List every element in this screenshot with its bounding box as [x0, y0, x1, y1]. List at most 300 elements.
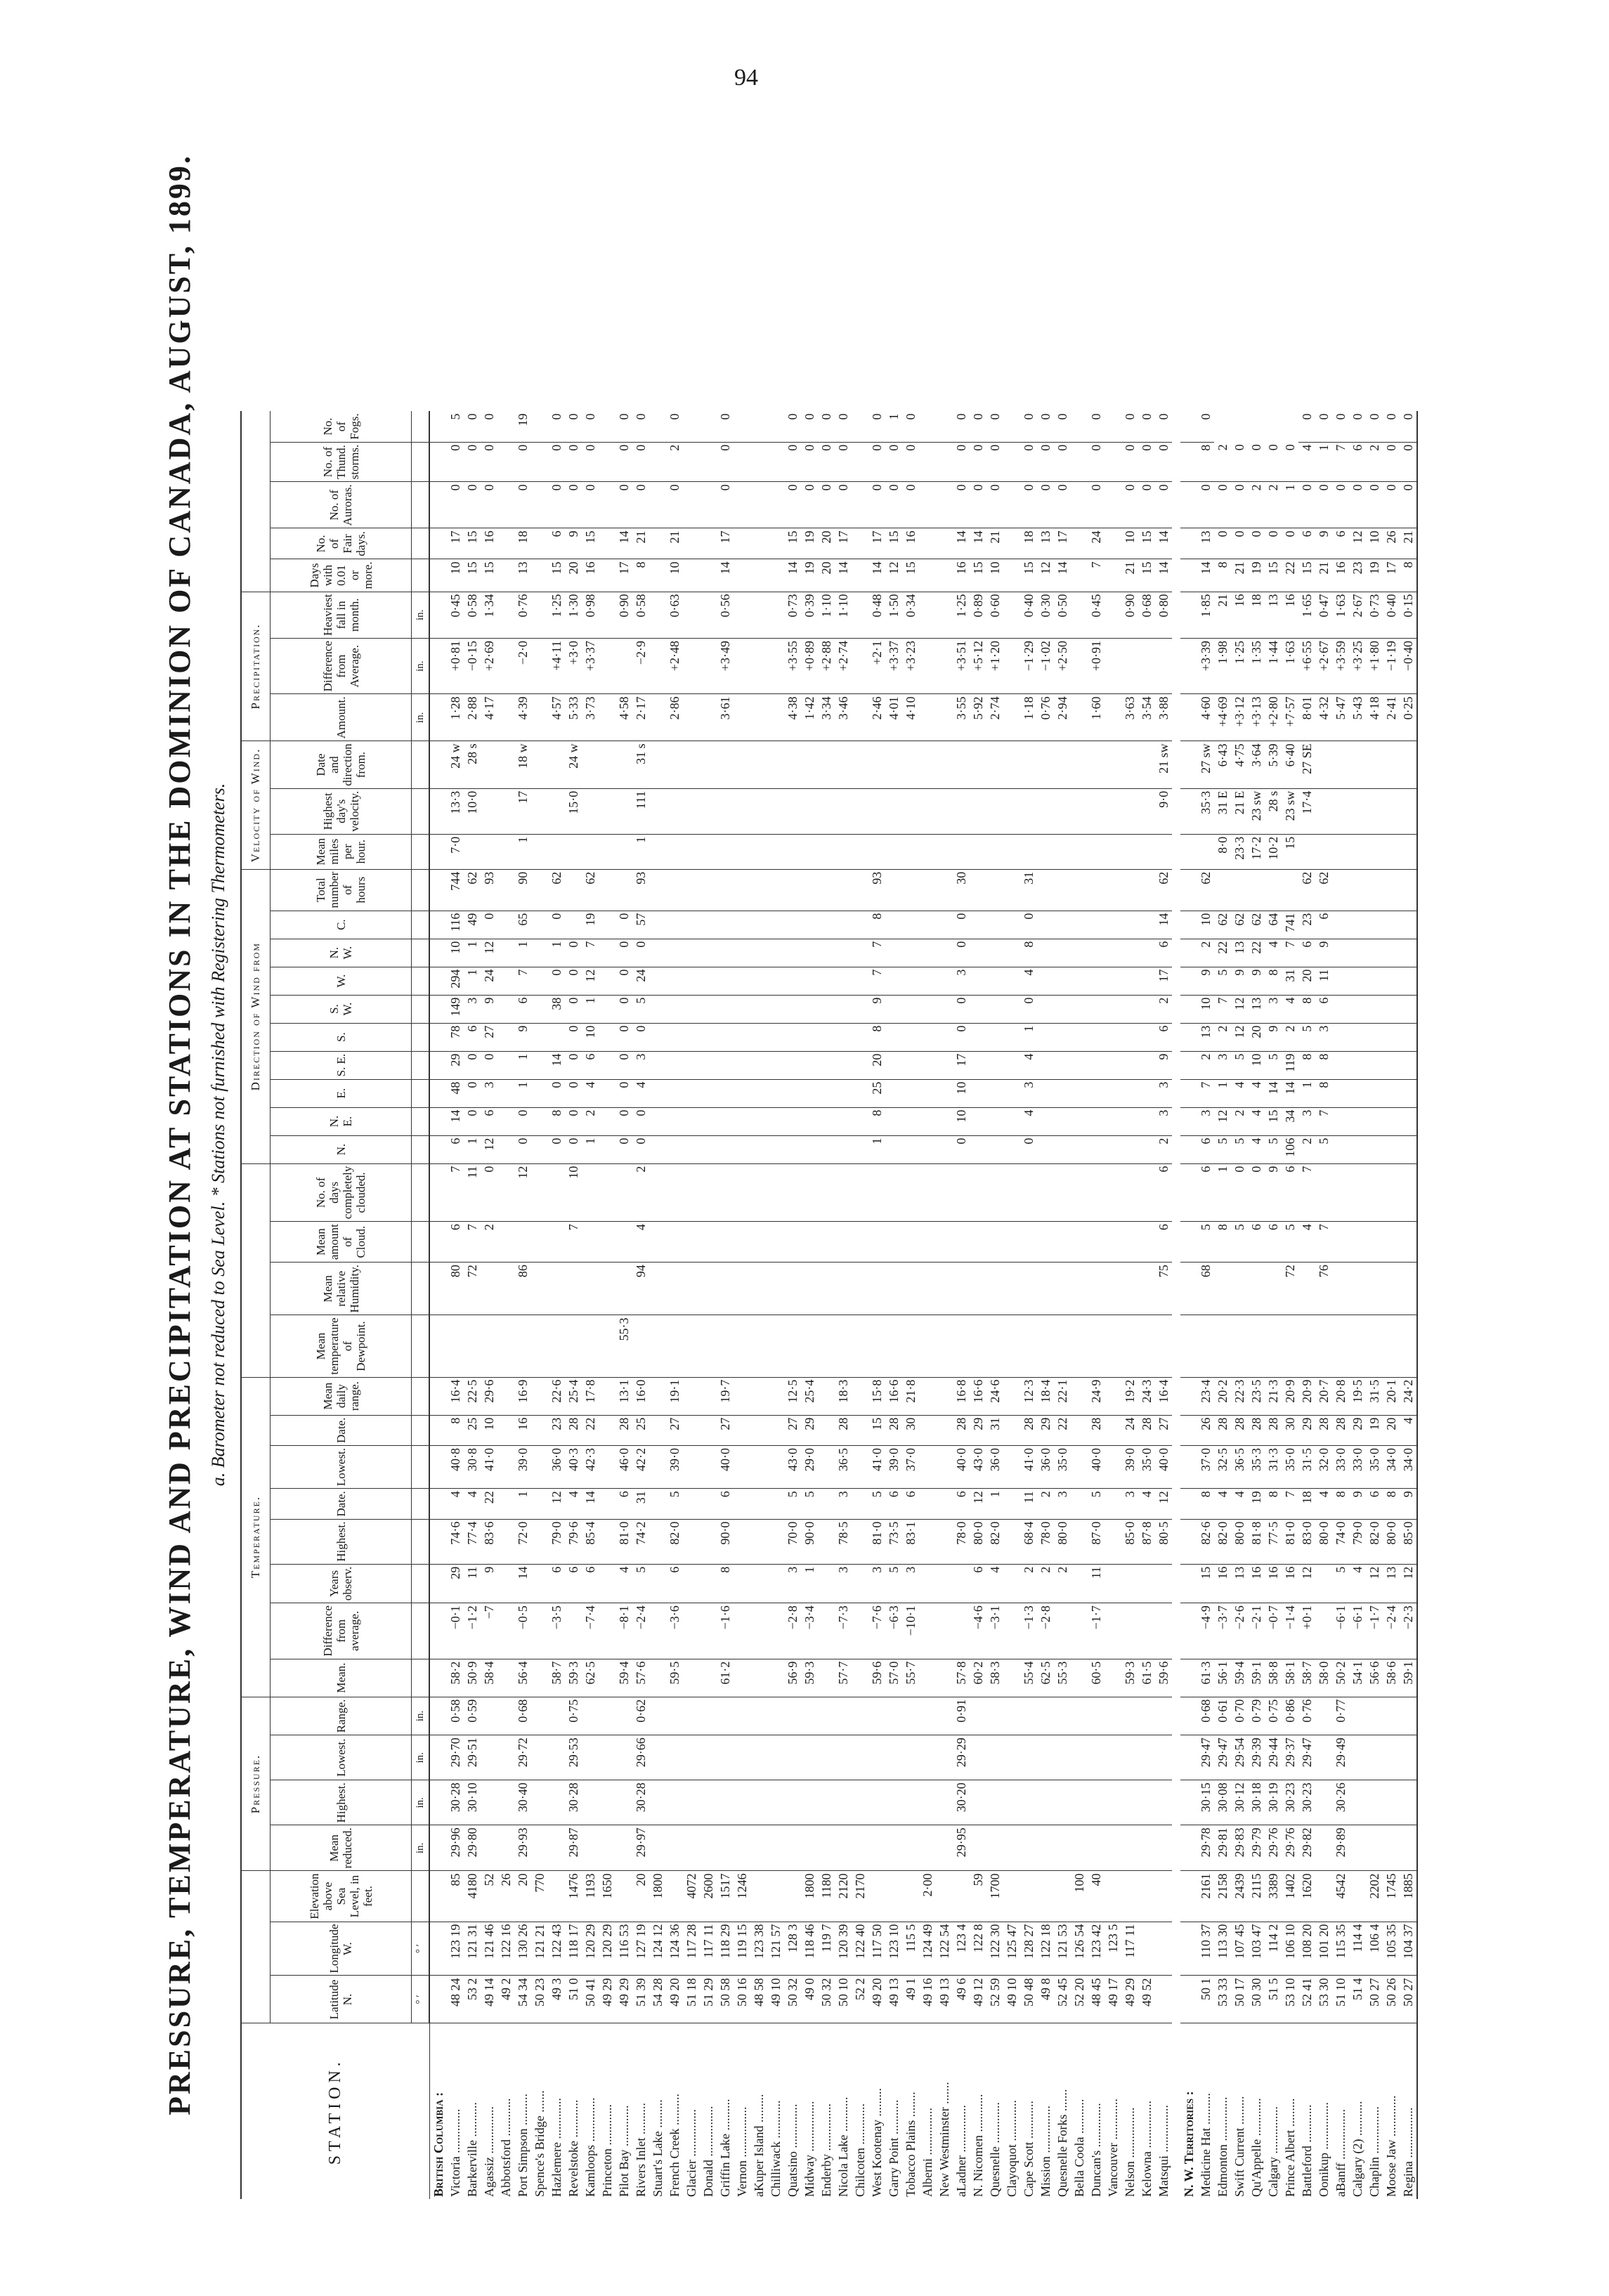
- table-cell: 0: [632, 939, 649, 967]
- table-cell: [750, 1735, 767, 1780]
- table-cell: 0: [565, 411, 582, 442]
- table-cell: 2·41: [1383, 694, 1400, 741]
- table-cell: 7: [447, 1163, 464, 1222]
- table-cell: [1003, 1697, 1020, 1735]
- table-cell: [649, 1780, 666, 1825]
- table-cell: [801, 911, 818, 939]
- table-cell: [767, 1519, 784, 1564]
- table-cell: [919, 834, 936, 869]
- table-cell: [548, 1315, 565, 1377]
- table-cell: [919, 1222, 936, 1263]
- table-cell: [902, 1023, 919, 1051]
- table-cell: 6: [1197, 1135, 1214, 1163]
- table-cell: [531, 442, 548, 482]
- table-cell: 61·2: [717, 1659, 734, 1697]
- table-cell: 8: [1214, 1222, 1231, 1263]
- table-cell: [666, 788, 683, 834]
- table-cell: [734, 411, 750, 442]
- table-cell: [936, 741, 953, 788]
- table-cell: 81·0: [1282, 1519, 1298, 1564]
- empty-cell: [429, 1377, 447, 1415]
- table-cell: [1121, 1603, 1138, 1659]
- empty-cell: [429, 1051, 447, 1079]
- table-cell: [683, 834, 700, 869]
- table-cell: [717, 741, 734, 788]
- table-cell: 0: [1138, 442, 1155, 482]
- province-name: N. W. Territories :: [1181, 2091, 1196, 2197]
- table-cell: [599, 442, 615, 482]
- station-name: Abbotsford ............: [498, 2098, 513, 2197]
- table-cell: 61·3: [1197, 1659, 1214, 1697]
- table-cell: [1105, 1415, 1121, 1445]
- table-cell: [767, 939, 784, 967]
- station-name: Midway ................: [802, 2101, 816, 2197]
- table-cell: [1282, 1315, 1298, 1377]
- column-header: Amount.: [271, 694, 412, 741]
- table-cell: 51 29: [700, 1976, 717, 2023]
- table-cell: 34·0: [1400, 1445, 1417, 1488]
- table-cell: [1282, 869, 1298, 911]
- table-cell: [818, 1079, 835, 1107]
- table-cell: [1088, 1107, 1105, 1135]
- table-cell: 80·0: [1383, 1519, 1400, 1564]
- table-row: [1366, 411, 1383, 2199]
- table-cell: 0: [986, 411, 1003, 442]
- table-cell: 17·2: [1248, 834, 1265, 869]
- table-cell: [1054, 1023, 1071, 1051]
- table-cell: 1·30: [565, 592, 582, 638]
- table-cell: [1105, 1735, 1121, 1780]
- table-cell: 31·3: [1265, 1445, 1282, 1488]
- table-cell: 23 sw: [1282, 788, 1298, 834]
- table-cell: [1349, 1825, 1366, 1871]
- table-cell: [953, 1603, 970, 1659]
- table-cell: 0: [464, 1107, 481, 1135]
- station-name: Quesnelle Forks .......: [1055, 2089, 1069, 2197]
- table-cell: 19: [1248, 559, 1265, 592]
- table-cell: 94: [632, 1263, 649, 1315]
- table-cell: 4: [1265, 939, 1282, 967]
- table-cell: [818, 1315, 835, 1377]
- table-cell: 8·0: [1214, 834, 1231, 869]
- empty-cell: [429, 1445, 447, 1488]
- table-cell: [835, 1107, 852, 1135]
- column-header: No. of Auroras.: [271, 482, 412, 528]
- table-row: [1155, 411, 1172, 2199]
- table-cell: [1071, 869, 1088, 911]
- table-cell: [1037, 967, 1054, 995]
- table-cell: 2·17: [632, 694, 649, 741]
- table-cell: [902, 834, 919, 869]
- table-cell: 22: [1054, 1415, 1071, 1445]
- table-cell: [902, 1079, 919, 1107]
- table-cell: 4: [1298, 1222, 1315, 1263]
- table-cell: [700, 1107, 717, 1135]
- table-cell: 1: [1214, 1163, 1231, 1222]
- table-cell: 15: [464, 528, 481, 559]
- table-cell: [497, 834, 514, 869]
- table-cell: 10: [666, 559, 683, 592]
- table-cell: [1265, 1263, 1282, 1315]
- table-cell: 106: [1282, 1135, 1298, 1163]
- table-cell: 123 19: [447, 1922, 464, 1976]
- table-cell: −1·4: [1282, 1603, 1298, 1659]
- table-cell: 35·0: [1366, 1445, 1383, 1488]
- table-cell: [1121, 741, 1138, 788]
- table-cell: [1400, 1825, 1417, 1871]
- table-cell: [649, 592, 666, 638]
- table-cell: [599, 869, 615, 911]
- table-cell: 25: [464, 1415, 481, 1445]
- table-cell: [1366, 834, 1383, 869]
- table-cell: [666, 1079, 683, 1107]
- empty-cell: [1180, 559, 1197, 592]
- table-cell: [717, 1825, 734, 1871]
- direction-group-header: Direction of Wind from: [241, 869, 271, 1163]
- table-cell: [649, 1697, 666, 1735]
- table-cell: [784, 834, 801, 869]
- table-cell: 2: [1248, 482, 1265, 528]
- table-cell: [1400, 967, 1417, 995]
- table-cell: [818, 1107, 835, 1135]
- table-cell: 78·5: [835, 1519, 852, 1564]
- table-cell: [1138, 1603, 1155, 1659]
- table-cell: [750, 939, 767, 967]
- table-cell: [615, 1780, 632, 1825]
- table-cell: 27: [784, 1415, 801, 1445]
- table-cell: 40·8: [447, 1445, 464, 1488]
- table-cell: [1332, 1135, 1349, 1163]
- table-cell: 16·0: [632, 1377, 649, 1415]
- table-cell: +3·37: [582, 639, 599, 694]
- table-cell: [784, 1135, 801, 1163]
- table-cell: 0: [1248, 442, 1265, 482]
- table-cell: 18: [1020, 528, 1037, 559]
- table-cell: 58·2: [447, 1659, 464, 1697]
- table-cell: −2·9: [632, 639, 649, 694]
- empty-cell: [1180, 1564, 1197, 1603]
- table-cell: [599, 1697, 615, 1735]
- table-cell: [1366, 1825, 1383, 1871]
- table-cell: [1071, 442, 1088, 482]
- table-cell: 37·0: [1197, 1445, 1214, 1488]
- table-cell: [700, 1564, 717, 1603]
- table-cell: 53 33: [1214, 1976, 1231, 2023]
- table-cell: 10·0: [464, 788, 481, 834]
- table-cell: [1349, 1135, 1366, 1163]
- table-cell: 30·12: [1231, 1780, 1248, 1825]
- table-cell: 0: [615, 482, 632, 528]
- table-cell: 83·6: [481, 1519, 497, 1564]
- table-cell: [986, 1107, 1003, 1135]
- table-cell: 4·18: [1366, 694, 1383, 741]
- table-cell: 8: [548, 1107, 565, 1135]
- table-cell: [615, 741, 632, 788]
- table-cell: 28: [953, 1415, 970, 1445]
- table-cell: [818, 1489, 835, 1519]
- table-cell: +4·69: [1214, 694, 1231, 741]
- table-cell: [1400, 1315, 1417, 1377]
- table-cell: 1246: [734, 1871, 750, 1922]
- table-cell: 2: [481, 1222, 497, 1263]
- table-cell: 1: [464, 1135, 481, 1163]
- table-cell: 18·4: [1037, 1377, 1054, 1415]
- table-cell: 1: [514, 939, 531, 967]
- station-name: Nicola Lake ...........: [835, 2096, 850, 2197]
- table-cell: 0: [1315, 411, 1332, 442]
- table-cell: 4·75: [1231, 741, 1248, 788]
- table-cell: 29: [447, 1051, 464, 1079]
- table-cell: 12: [481, 1135, 497, 1163]
- empty-cell: [1180, 1023, 1197, 1051]
- unit-cell: [412, 442, 430, 482]
- table-cell: 1745: [1383, 1871, 1400, 1922]
- table-cell: 121 31: [464, 1922, 481, 1976]
- table-cell: 5: [885, 1564, 902, 1603]
- station-name: Victoria ..............: [448, 2108, 462, 2197]
- table-cell: [868, 834, 885, 869]
- table-cell: 0: [632, 1023, 649, 1051]
- table-cell: [970, 1735, 986, 1780]
- table-row: [835, 411, 852, 2199]
- table-cell: 4: [464, 1489, 481, 1519]
- table-cell: 57·8: [953, 1659, 970, 1697]
- table-cell: 50 10: [835, 1976, 852, 2023]
- table-cell: 90·0: [717, 1519, 734, 1564]
- table-cell: [868, 1735, 885, 1780]
- table-cell: −4·9: [1197, 1603, 1214, 1659]
- table-cell: [649, 869, 666, 911]
- table-cell: 24 w: [447, 741, 464, 788]
- table-cell: 13: [1197, 528, 1214, 559]
- station-name: Donald ................: [701, 2106, 715, 2197]
- table-cell: [683, 482, 700, 528]
- table-cell: 29·95: [953, 1825, 970, 1871]
- table-cell: 29·93: [514, 1825, 531, 1871]
- table-cell: [1155, 1780, 1172, 1825]
- table-cell: [497, 1825, 514, 1871]
- table-cell: 3: [1121, 1489, 1138, 1519]
- table-cell: [734, 639, 750, 694]
- table-cell: −6·1: [1332, 1603, 1349, 1659]
- table-cell: [767, 967, 784, 995]
- table-cell: 20: [632, 1871, 649, 1922]
- empty-cell: [1180, 1445, 1197, 1488]
- table-cell: 49: [464, 911, 481, 939]
- table-cell: 50 16: [734, 1976, 750, 2023]
- table-cell: [582, 741, 599, 788]
- table-cell: 117 11: [1121, 1922, 1138, 1976]
- table-cell: 11: [464, 1163, 481, 1222]
- table-cell: 17: [447, 528, 464, 559]
- table-cell: [565, 911, 582, 939]
- table-cell: 4·57: [548, 694, 565, 741]
- table-cell: [497, 1222, 514, 1263]
- table-cell: 1: [801, 1564, 818, 1603]
- empty-cell: [1180, 1825, 1197, 1871]
- table-cell: 14: [835, 559, 852, 592]
- table-cell: 4: [1248, 1079, 1265, 1107]
- table-cell: 1·60: [1088, 694, 1105, 741]
- table-cell: [852, 911, 868, 939]
- table-cell: [1088, 1135, 1105, 1163]
- table-cell: [885, 1222, 902, 1263]
- table-cell: 14: [514, 1564, 531, 1603]
- table-cell: 59·3: [565, 1659, 582, 1697]
- table-cell: [683, 694, 700, 741]
- table-cell: [497, 1519, 514, 1564]
- table-cell: [565, 1603, 582, 1659]
- table-cell: [1400, 1107, 1417, 1135]
- table-cell: [852, 967, 868, 995]
- table-cell: 30·28: [565, 1780, 582, 1825]
- empty-cell: [1180, 869, 1197, 911]
- province-row: [429, 411, 447, 2199]
- table-cell: [902, 1825, 919, 1871]
- table-cell: [531, 1415, 548, 1445]
- table-cell: [986, 788, 1003, 834]
- table-cell: [868, 1163, 885, 1222]
- table-cell: [936, 1415, 953, 1445]
- table-cell: [818, 1263, 835, 1315]
- table-cell: 17: [717, 528, 734, 559]
- table-cell: 121 53: [1054, 1922, 1071, 1976]
- table-cell: 46·0: [615, 1445, 632, 1488]
- table-cell: 16·9: [514, 1377, 531, 1415]
- table-cell: [1071, 1315, 1088, 1377]
- table-cell: [767, 559, 784, 592]
- table-cell: [1003, 442, 1020, 482]
- table-cell: [835, 1735, 852, 1780]
- table-row: [1332, 411, 1349, 2199]
- table-cell: 4072: [683, 1871, 700, 1922]
- table-cell: [801, 1107, 818, 1135]
- table-cell: 21: [666, 528, 683, 559]
- table-cell: 0·39: [801, 592, 818, 638]
- table-cell: 21: [1214, 592, 1231, 638]
- table-cell: [970, 1023, 986, 1051]
- empty-cell: [1180, 1163, 1197, 1222]
- table-cell: 0: [514, 1107, 531, 1135]
- table-cell: [750, 639, 767, 694]
- table-cell: 105 35: [1383, 1922, 1400, 1976]
- column-header: Highest day's velocity.: [271, 788, 412, 834]
- table-cell: [666, 1023, 683, 1051]
- table-cell: 9: [1265, 1163, 1282, 1222]
- table-cell: 39·0: [514, 1445, 531, 1488]
- table-cell: 79·0: [548, 1519, 565, 1564]
- table-cell: [1121, 1107, 1138, 1135]
- table-cell: [497, 1051, 514, 1079]
- table-row: [784, 411, 801, 2199]
- table-cell: 1620: [1298, 1871, 1315, 1922]
- table-cell: [868, 1780, 885, 1825]
- table-cell: [1248, 1263, 1265, 1315]
- table-cell: 122 8: [970, 1922, 986, 1976]
- table-cell: 0: [1231, 1163, 1248, 1222]
- table-cell: [734, 1377, 750, 1415]
- table-cell: 117 28: [683, 1922, 700, 1976]
- table-cell: [649, 1825, 666, 1871]
- table-cell: 0: [464, 1051, 481, 1079]
- table-cell: +6·55: [1298, 639, 1315, 694]
- table-cell: 0: [717, 482, 734, 528]
- table-cell: [1349, 1871, 1366, 1922]
- table-cell: [1071, 411, 1088, 442]
- table-cell: 13: [1231, 939, 1248, 967]
- table-cell: 6: [548, 528, 565, 559]
- table-cell: [582, 1315, 599, 1377]
- table-cell: 20: [1383, 1415, 1400, 1445]
- table-cell: 123 42: [1088, 1922, 1105, 1976]
- table-cell: [919, 1659, 936, 1697]
- table-cell: [902, 1107, 919, 1135]
- table-cell: [700, 1519, 717, 1564]
- table-cell: 1193: [582, 1871, 599, 1922]
- table-cell: 2: [1265, 482, 1282, 528]
- empty-cell: [429, 967, 447, 995]
- table-cell: [497, 1489, 514, 1519]
- table-cell: [464, 1315, 481, 1377]
- station-name: aLadner ...............: [953, 2105, 968, 2197]
- table-row: [986, 411, 1003, 2199]
- table-row: [649, 411, 666, 2199]
- table-cell: 10: [565, 1163, 582, 1222]
- table-cell: [1366, 788, 1383, 834]
- table-cell: 118 46: [801, 1922, 818, 1976]
- table-cell: 58·7: [548, 1659, 565, 1697]
- table-cell: [1071, 939, 1088, 967]
- table-cell: [767, 482, 784, 528]
- group-header-row: [241, 411, 271, 2199]
- table-cell: 4: [565, 1489, 582, 1519]
- table-cell: [1332, 1107, 1349, 1135]
- table-cell: [649, 1023, 666, 1051]
- table-cell: [767, 1051, 784, 1079]
- table-cell: [1054, 995, 1071, 1023]
- column-header: Highest.: [271, 1519, 412, 1564]
- table-cell: [902, 1051, 919, 1079]
- table-cell: [531, 1735, 548, 1780]
- table-cell: 29·37: [1282, 1735, 1298, 1780]
- table-cell: 4: [1315, 1489, 1332, 1519]
- table-cell: 15: [464, 559, 481, 592]
- table-cell: [902, 939, 919, 967]
- table-cell: 19: [1366, 559, 1383, 592]
- table-cell: [986, 834, 1003, 869]
- table-cell: 125 47: [1003, 1922, 1020, 1976]
- table-cell: 3: [464, 995, 481, 1023]
- table-cell: 21·3: [1265, 1377, 1282, 1415]
- table-cell: 54 34: [514, 1976, 531, 2023]
- table-cell: [1121, 1825, 1138, 1871]
- table-cell: [1071, 1780, 1088, 1825]
- table-cell: 0: [464, 482, 481, 528]
- table-cell: −2·4: [632, 1603, 649, 1659]
- table-cell: [481, 1735, 497, 1780]
- table-cell: 14: [1054, 559, 1071, 592]
- table-cell: [767, 442, 784, 482]
- table-cell: 62·5: [582, 1659, 599, 1697]
- table-cell: [1003, 1051, 1020, 1079]
- table-cell: [497, 1735, 514, 1780]
- table-cell: 50·9: [464, 1659, 481, 1697]
- table-cell: [700, 1263, 717, 1315]
- table-cell: 80·0: [1054, 1519, 1071, 1564]
- table-cell: 0·25: [1400, 694, 1417, 741]
- table-cell: 56·1: [1214, 1659, 1231, 1697]
- table-cell: [717, 1023, 734, 1051]
